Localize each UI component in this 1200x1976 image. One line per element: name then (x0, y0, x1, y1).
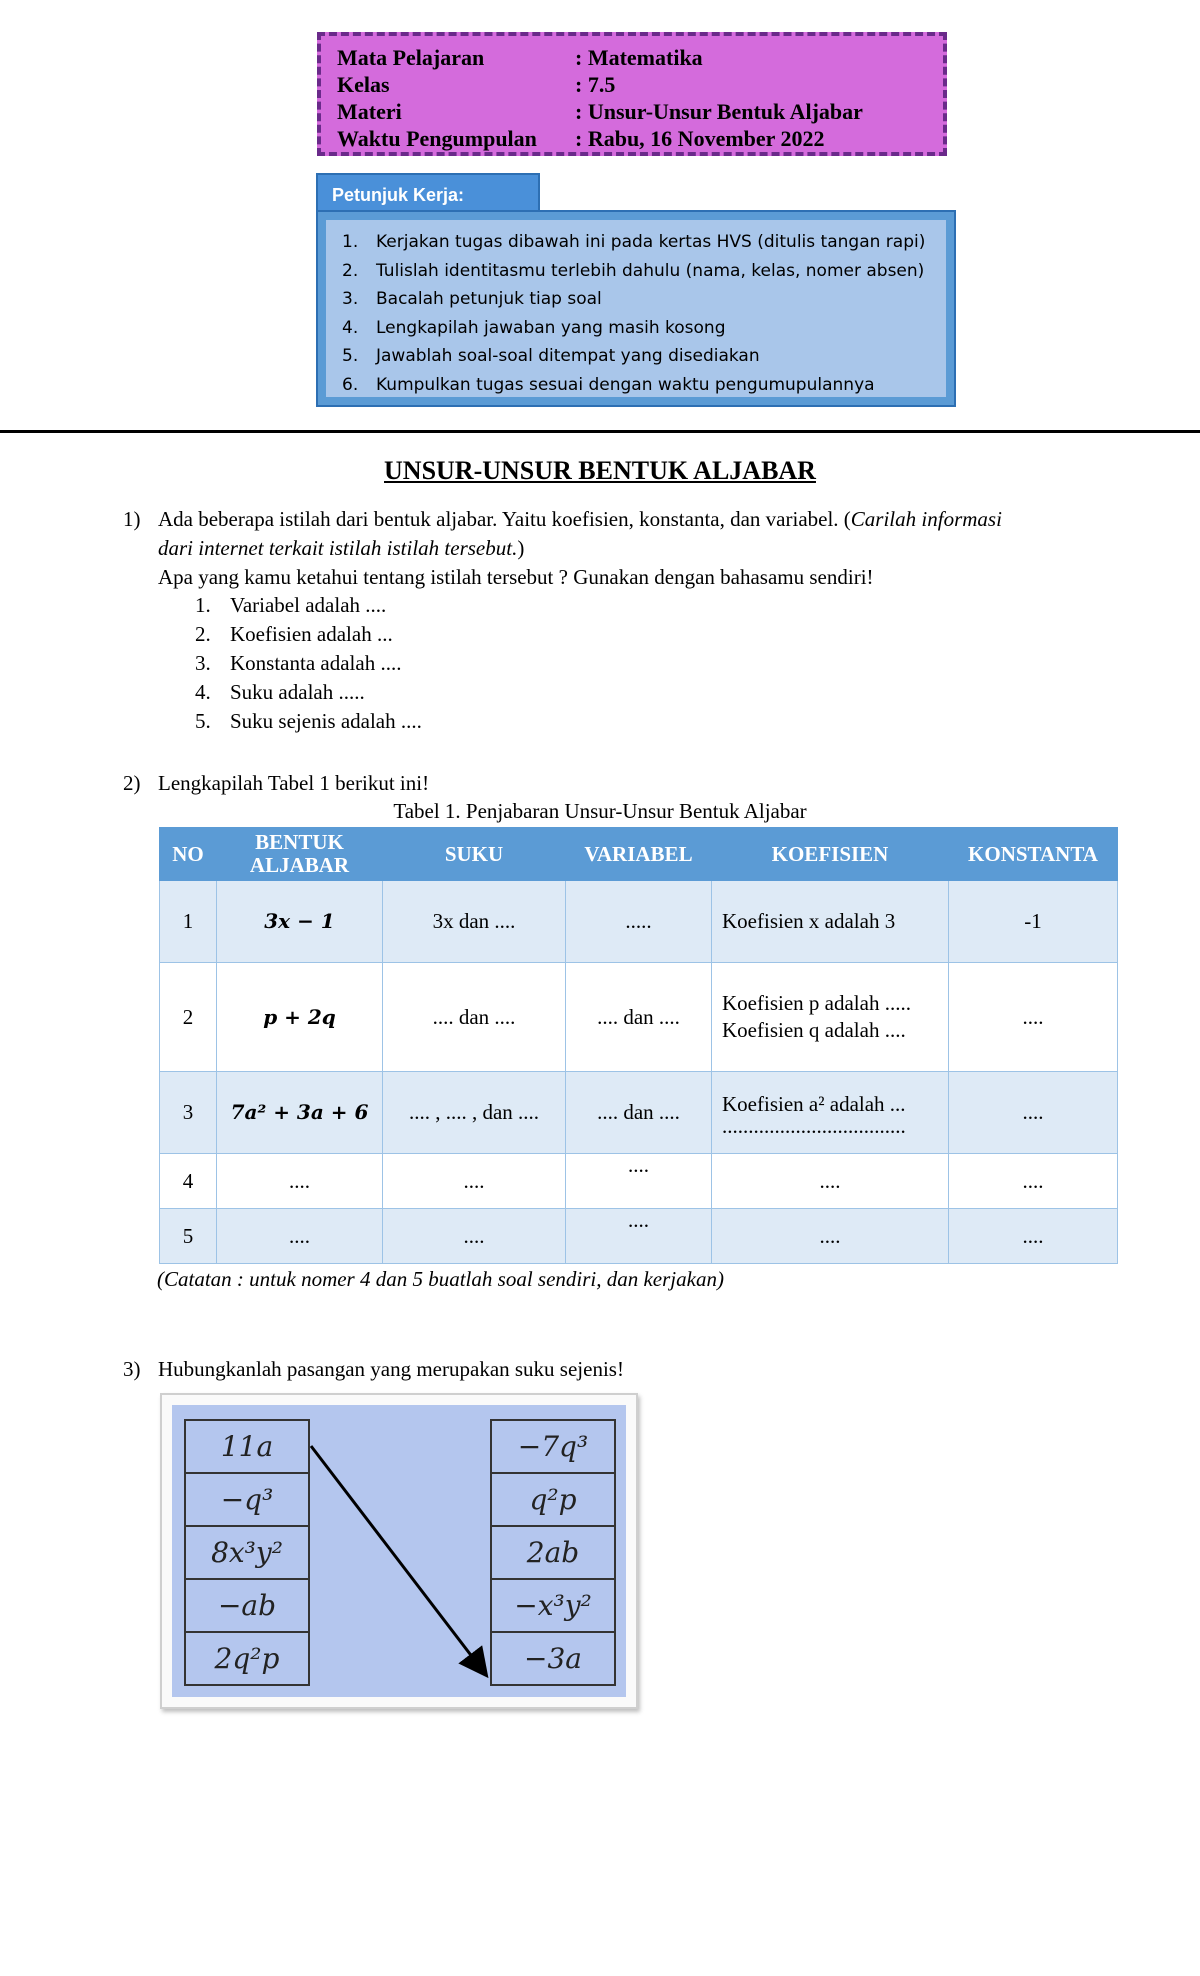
left-term[interactable]: 8x³y² (184, 1527, 310, 1580)
term-number: 3. (195, 651, 211, 675)
matching-figure (160, 1393, 638, 1709)
cell-no: 3 (160, 1072, 217, 1154)
right-term[interactable]: 2ab (490, 1527, 616, 1580)
term-number: 5. (195, 709, 211, 733)
left-term[interactable]: −q³ (184, 1474, 310, 1527)
instruction-item (342, 285, 938, 314)
table-note: (Catatan : untuk nomer 4 dan 5 buatlah soal sendiri, dan kerjakan) (157, 1267, 724, 1291)
instruction-number: 5. (342, 346, 359, 366)
info-row-class (337, 71, 927, 98)
info-row-material (337, 98, 927, 125)
instruction-number: 6. (342, 374, 359, 395)
cell-suku[interactable]: .... , .... , dan .... (383, 1072, 566, 1154)
cell-expression[interactable]: .... (217, 1209, 383, 1264)
table-caption: Tabel 1. Penjabaran Unsur-Unsur Bentuk Aljabar (393, 799, 807, 823)
column-header: KOEFISIEN (712, 828, 949, 881)
algebra-table (159, 827, 1118, 1264)
info-value: : Unsur-Unsur Bentuk Aljabar (575, 99, 863, 124)
cell-expression[interactable]: .... (217, 1154, 383, 1209)
term-item (195, 593, 386, 618)
question-1 (123, 505, 1183, 601)
term-text: Suku sejenis adalah .... (230, 709, 422, 733)
question-line (158, 563, 1002, 592)
info-row-subject (337, 44, 927, 71)
column-header: NO (160, 828, 217, 881)
question-line (158, 534, 1002, 563)
question-number: 1) (123, 507, 141, 531)
instruction-number: 3. (342, 289, 359, 309)
table-header-row (160, 828, 1118, 881)
right-term[interactable]: −3a (490, 1633, 616, 1686)
instruction-text: Tulislah identitasmu terlebih dahulu (nama, kelas, nomer absen) (376, 260, 925, 281)
term-text: Suku adalah ..... (230, 680, 365, 704)
instruction-text: Kerjakan tugas dibawah ini pada kertas HVS (ditulis tangan rapi) (376, 232, 926, 252)
cell-konstanta[interactable]: .... (949, 963, 1118, 1072)
table-row (160, 1154, 1118, 1209)
question-text: Lengkapilah Tabel 1 berikut ini! (158, 771, 430, 795)
koefisien-line: ................................... (722, 1114, 906, 1138)
algebra-expression: 7a² + 3a + 6 (230, 1100, 369, 1124)
koefisien-line: Koefisien q adalah .... (722, 1018, 906, 1042)
cell-koefisien[interactable] (712, 1072, 949, 1154)
question-line-text: ) (517, 536, 525, 560)
table-row (160, 963, 1118, 1072)
cell-suku[interactable]: .... (383, 1209, 566, 1264)
term-text: Koefisien adalah ... (230, 622, 393, 646)
right-term[interactable]: −7q³ (490, 1419, 616, 1474)
info-key: Mata Pelajaran (337, 45, 485, 70)
question-line (158, 505, 1002, 534)
term-item (195, 651, 401, 676)
algebra-expression: p + 2q (263, 1004, 336, 1029)
question-number: 2) (123, 771, 141, 795)
column-header: KONSTANTA (949, 828, 1118, 881)
cell-konstanta[interactable]: .... (949, 1209, 1118, 1264)
cell-koefisien[interactable]: .... (712, 1154, 949, 1209)
term-number: 4. (195, 680, 211, 704)
cell-koefisien[interactable] (712, 963, 949, 1072)
term-item (195, 680, 365, 705)
cell-expression (217, 881, 383, 963)
info-key: Materi (337, 99, 402, 124)
instruction-item (342, 314, 938, 343)
term-text: Konstanta adalah .... (230, 651, 402, 675)
column-header: VARIABEL (566, 828, 712, 881)
column-header: SUKU (383, 828, 566, 881)
page-title: UNSUR-UNSUR BENTUK ALJABAR (384, 456, 816, 485)
cell-expression (217, 963, 383, 1072)
question-italic-text: dari internet terkait istilah istilah tersebut. (158, 536, 518, 560)
cell-variabel[interactable]: .... dan .... (566, 963, 712, 1072)
divider (0, 430, 1200, 433)
question-italic-text: Carilah informasi (850, 507, 1002, 531)
question-3 (123, 1355, 823, 1385)
term-item (195, 622, 393, 647)
instruction-item (342, 342, 938, 371)
question-text: Hubungkanlah pasangan yang merupakan suku sejenis! (158, 1357, 624, 1381)
instructions-box (316, 210, 956, 407)
cell-suku[interactable]: .... (383, 1154, 566, 1209)
table-row (160, 1072, 1118, 1154)
instruction-item (342, 371, 938, 400)
cell-no: 4 (160, 1154, 217, 1209)
cell-no: 5 (160, 1209, 217, 1264)
term-number: 1. (195, 593, 211, 617)
info-key: Waktu Pengumpulan (337, 126, 537, 151)
instruction-text: Kumpulkan tugas sesuai dengan waktu pengumupulannya (376, 374, 875, 395)
cell-variabel[interactable]: ..... (566, 881, 712, 963)
instruction-item (342, 257, 938, 286)
cell-konstanta[interactable]: .... (949, 1154, 1118, 1209)
cell-konstanta[interactable]: -1 (949, 881, 1118, 963)
info-value: : 7.5 (575, 72, 616, 97)
term-item (195, 709, 422, 734)
instruction-number: 2. (342, 260, 359, 281)
algebra-expression: 3x − 1 (264, 909, 335, 933)
instruction-item (342, 228, 938, 257)
connector-arrow (162, 1395, 640, 1711)
cell-variabel[interactable]: .... dan .... (566, 1072, 712, 1154)
instruction-text: Jawablah soal-soal ditempat yang disediakan (376, 346, 760, 366)
cell-variabel[interactable]: .... (566, 1154, 712, 1209)
question-line-text: Ada beberapa istilah dari bentuk aljabar. Yaitu koefisien, konstanta, dan variabel. ( (158, 507, 851, 531)
cell-variabel[interactable]: .... (566, 1209, 712, 1264)
info-key: Kelas (337, 72, 390, 97)
question-text (158, 505, 1002, 592)
info-value: : Matematika (575, 45, 703, 70)
table-row (160, 881, 1118, 963)
instruction-text: Bacalah petunjuk tiap soal (376, 289, 602, 309)
right-term[interactable]: −x³y² (490, 1580, 616, 1633)
term-number: 2. (195, 622, 211, 646)
cell-expression (217, 1072, 383, 1154)
subject-info-box (317, 32, 947, 156)
left-term[interactable]: 11a (184, 1419, 310, 1474)
cell-konstanta[interactable]: .... (949, 1072, 1118, 1154)
cell-suku[interactable]: 3x dan .... (383, 881, 566, 963)
instruction-text: Lengkapilah jawaban yang masih kosong (376, 317, 726, 338)
instruction-number: 1. (342, 232, 359, 252)
info-row-deadline (337, 125, 927, 152)
column-header: BENTUK ALJABAR (217, 828, 383, 881)
table-row (160, 1209, 1118, 1264)
left-term[interactable]: −ab (184, 1580, 310, 1633)
right-term[interactable]: q²p (490, 1474, 616, 1527)
term-text: Variabel adalah .... (230, 593, 387, 617)
instructions-list (326, 220, 946, 397)
left-term[interactable]: 2q²p (184, 1633, 310, 1686)
koefisien-line: Koefisien x adalah 3 (722, 909, 896, 933)
cell-suku[interactable]: .... dan .... (383, 963, 566, 1072)
koefisien-line: Koefisien p adalah ..... (722, 991, 911, 1015)
instructions-title: Petunjuk Kerja: (316, 173, 540, 213)
koefisien-line: Koefisien a² adalah ... (722, 1092, 906, 1116)
cell-koefisien[interactable]: .... (712, 1209, 949, 1264)
cell-koefisien[interactable] (712, 881, 949, 963)
info-value: : Rabu, 16 November 2022 (575, 126, 825, 151)
question-number: 3) (123, 1357, 141, 1381)
question-2 (123, 769, 823, 799)
question-line-text: Apa yang kamu ketahui tentang istilah tersebut ? Gunakan dengan bahasamu sendiri! (158, 565, 874, 589)
cell-no: 1 (160, 881, 217, 963)
cell-no: 2 (160, 963, 217, 1072)
instruction-number: 4. (342, 317, 359, 338)
